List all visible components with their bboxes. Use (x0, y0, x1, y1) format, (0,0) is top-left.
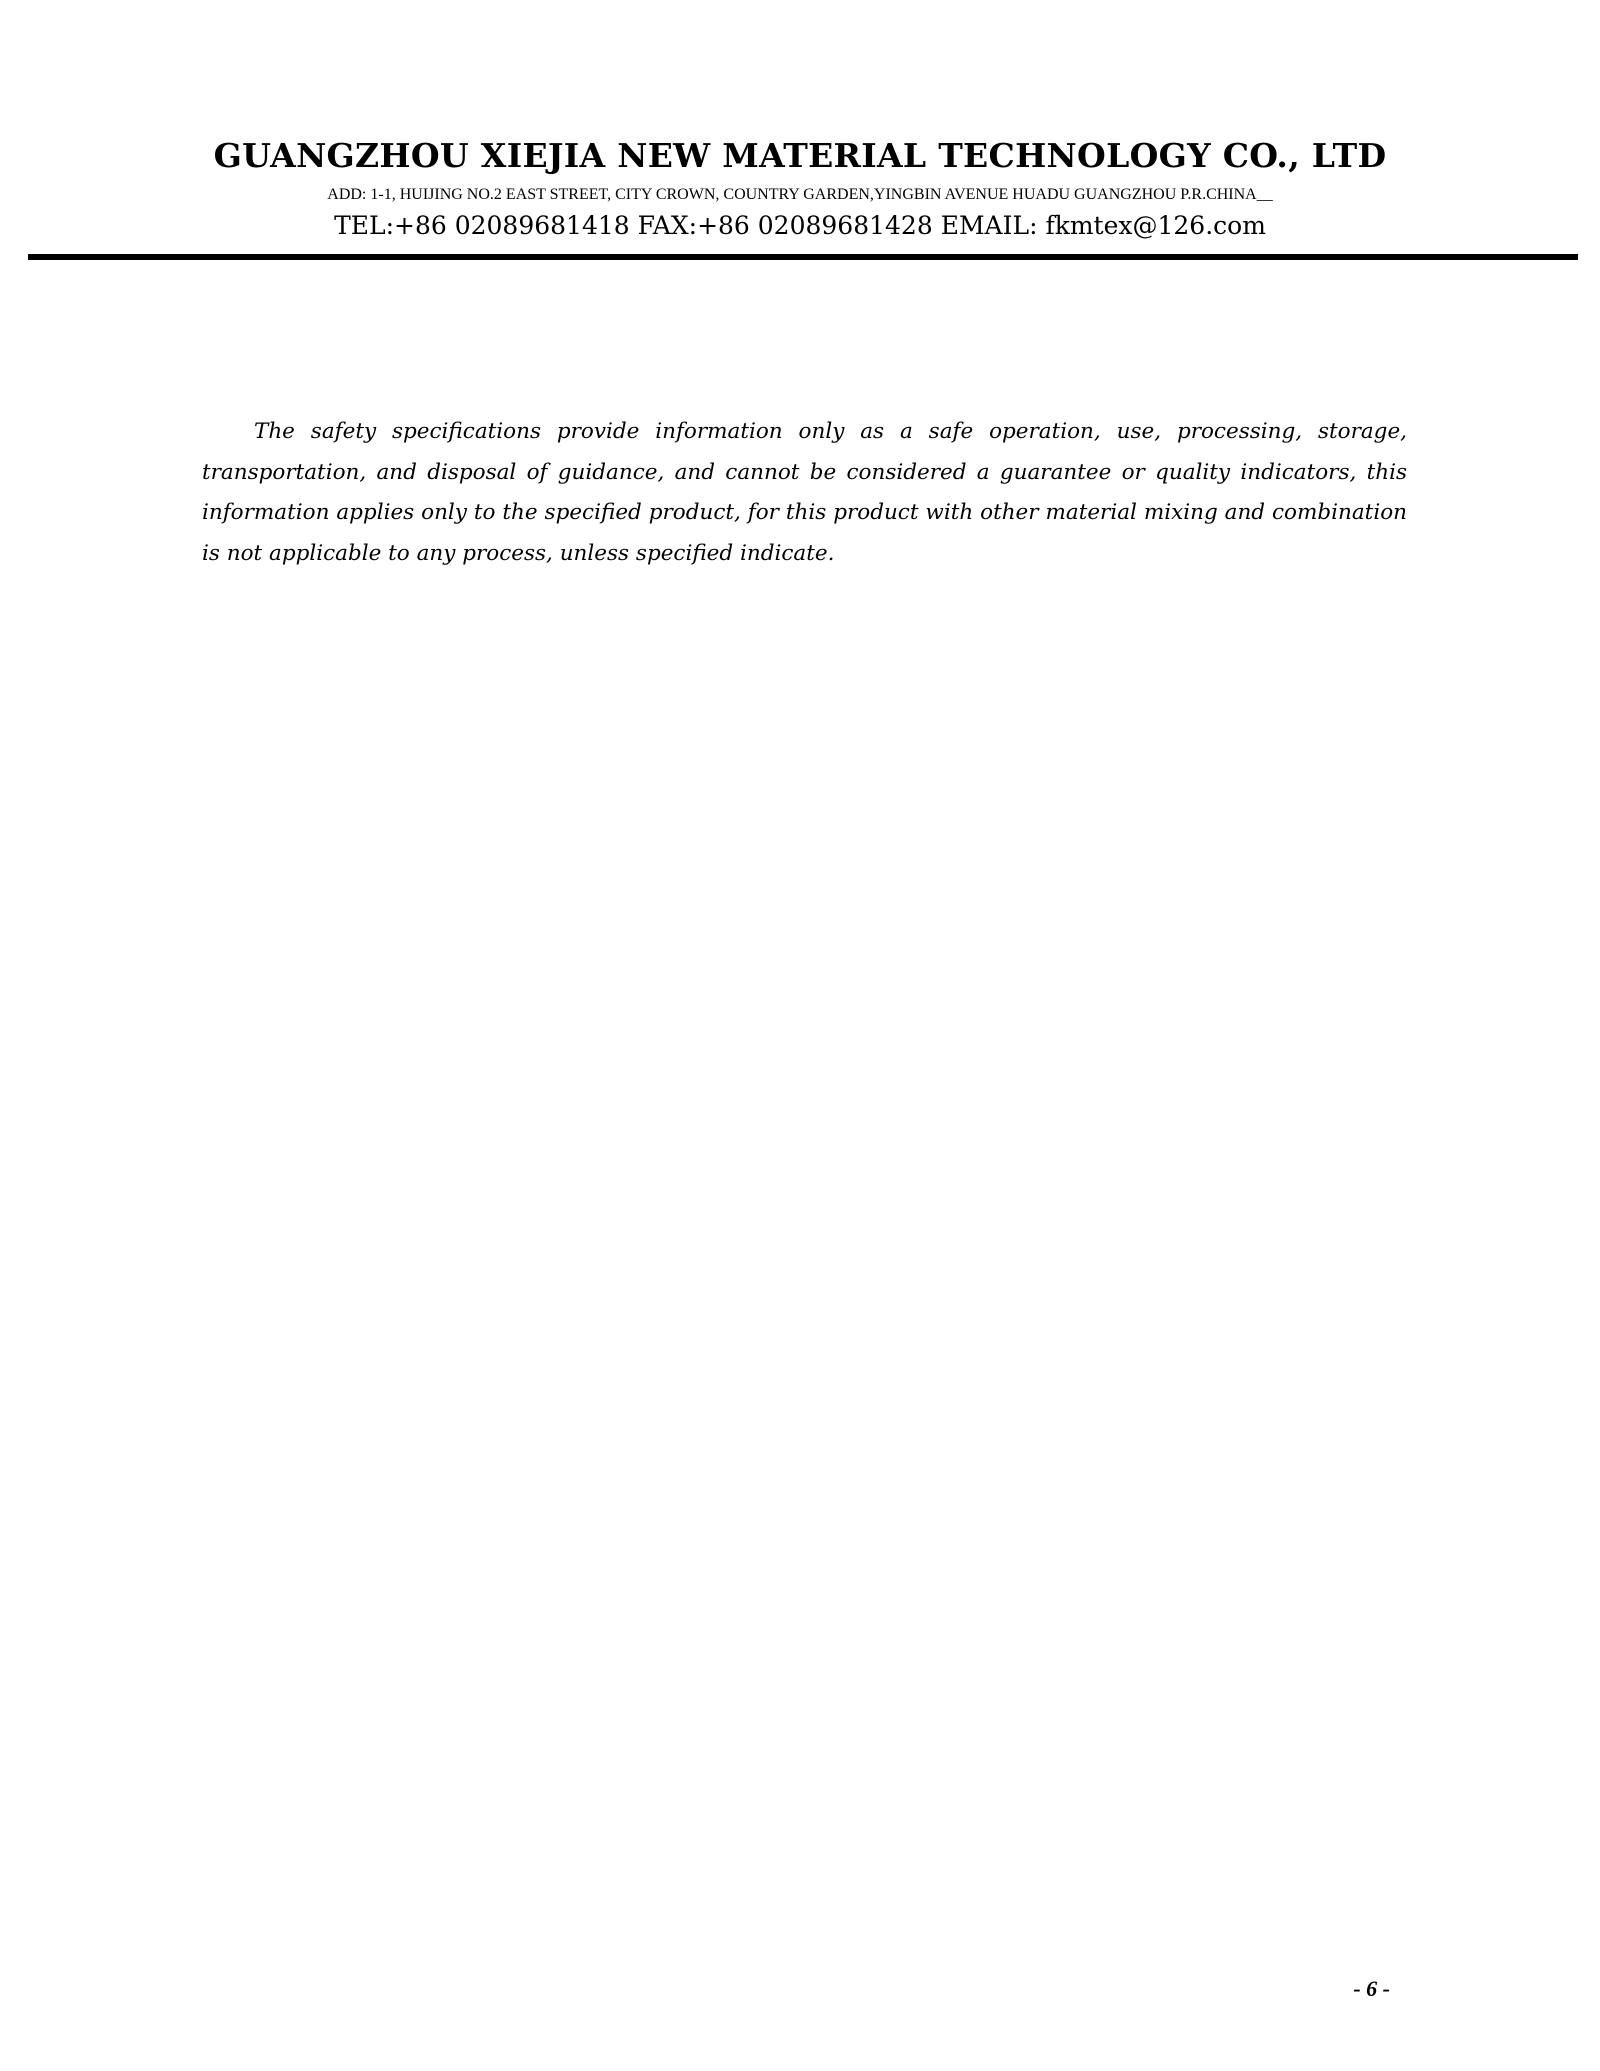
page-number: - 6 - (1353, 1976, 1390, 2001)
company-address: ADD: 1-1, HUIJING NO.2 EAST STREET, CITY CROWN, COUNTRY GARDEN,YINGBIN AVENUE HUADU GUANGZHOU P.R.CHINA__ (327, 186, 1273, 203)
header-divider (28, 254, 1578, 260)
company-name: GUANGZHOU XIEJIA NEW MATERIAL TECHNOLOGY CO., LTD (213, 136, 1387, 175)
company-contact: TEL:+86 02089681418 FAX:+86 02089681428 EMAIL: fkmtex@126.com (334, 211, 1266, 240)
safety-disclaimer-paragraph: The safety specifications provide information only as a safe operation, use, processing, storage, transportation, and disposal of guidance, and cannot be considered a guarantee or quality indicators, this information applies only to the specified product, for this product with other material mixing and combination is not applicable to any process, unless specified indicate. (202, 419, 1407, 566)
